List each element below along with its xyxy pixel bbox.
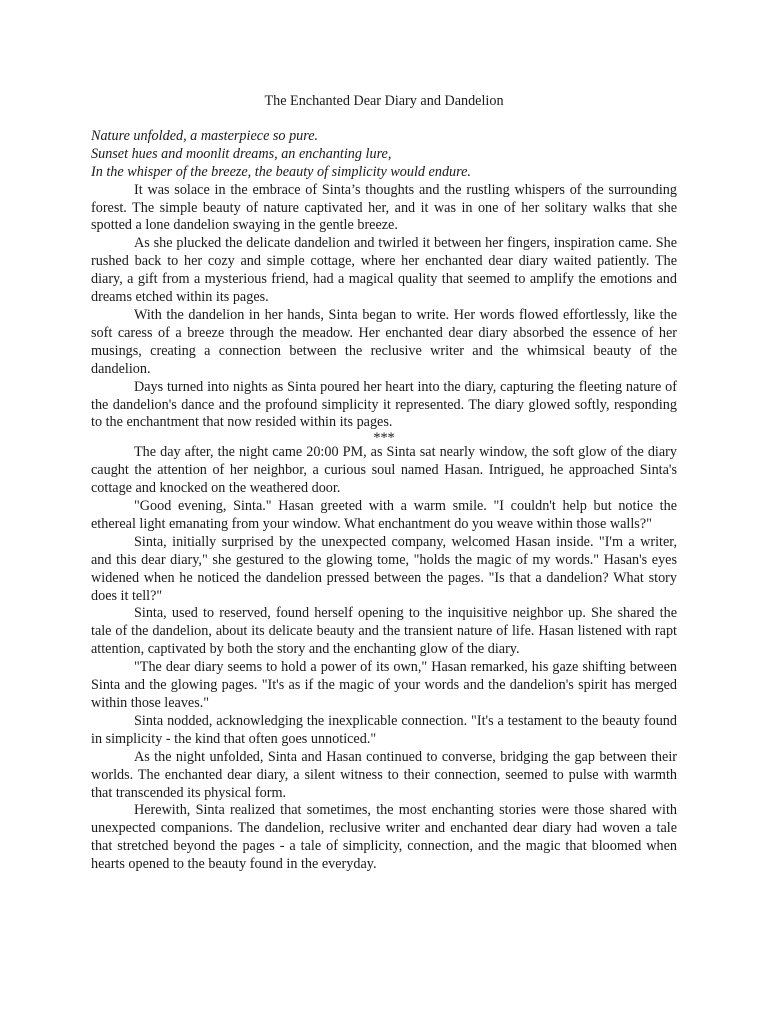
paragraph: Sinta, initially surprised by the unexpected company, welcomed Hasan inside. "I'm a writer, and this dear diary," she gestured to the glowing tome, "holds the magic of my words." Hasan's eyes widened when he noticed the dandelion pressed between the pages. "Is that a dandelion? What story does it tell?" bbox=[91, 533, 677, 604]
paragraph: Herewith, Sinta realized that sometimes, the most enchanting stories were those shared with unexpected companions. The dandelion, reclusive writer and enchanted dear diary had woven a tale that stretched beyond the pages - a tale of simplicity, connection, and the magic that bloomed when hearts opened to the beauty found in the everyday. bbox=[91, 802, 677, 873]
document-title: The Enchanted Dear Diary and Dandelion bbox=[264, 93, 504, 109]
paragraph: Days turned into nights as Sinta poured her heart into the diary, capturing the fleeting nature of the dandelion's dance and the profound simplicity it represented. The diary glowed softly, responding to the enchantment that now resided within its pages. bbox=[91, 378, 677, 431]
paragraph: "Good evening, Sinta." Hasan greeted with a warm smile. "I couldn't help but notice the ethereal light emanating from your window. What enchantment do you weave within those walls?" bbox=[91, 498, 677, 532]
document-page bbox=[91, 93, 677, 874]
poem-line: In the whisper of the breeze, the beauty of simplicity would endure. bbox=[91, 163, 471, 180]
paragraph: The day after, the night came 20:00 PM, as Sinta sat nearly window, the soft glow of the diary caught the attention of her neighbor, a curious soul named Hasan. Intrigued, he approached Sinta's cottage and knocked on the weathered door. bbox=[91, 444, 677, 497]
paragraph: Sinta, used to reserved, found herself opening to the inquisitive neighbor up. She shared the tale of the dandelion, about its delicate beauty and the transient nature of life. Hasan listened with rapt attention, captivated by both the story and the enchanting glow of the diary. bbox=[91, 605, 677, 658]
paragraph: Sinta nodded, acknowledging the inexplicable connection. "It's a testament to the beauty found in simplicity - the kind that often goes unnoticed." bbox=[91, 712, 677, 747]
poem-line: Nature unfolded, a masterpiece so pure. bbox=[91, 127, 319, 144]
opening-poem bbox=[91, 128, 677, 182]
section-separator: *** bbox=[373, 430, 395, 447]
paragraph: With the dandelion in her hands, Sinta began to write. Her words flowed effortlessly, like the soft caress of a breeze through the meadow. Her enchanted dear diary absorbed the essence of her musings, creating a connection between the reclusive writer and the whimsical beauty of the dandelion. bbox=[91, 306, 677, 377]
paragraph: As the night unfolded, Sinta and Hasan continued to converse, bridging the gap between their worlds. The enchanted dear diary, a silent witness to their connection, seemed to pulse with warmth that transcended its physical form. bbox=[91, 748, 677, 801]
paragraph: As she plucked the delicate dandelion and twirled it between her fingers, inspiration came. She rushed back to her cozy and simple cottage, where her enchanted dear diary waited patiently. The diary, a gift from a mysterious friend, had a magical quality that seemed to amplify the emotions and dreams etched within its pages. bbox=[91, 235, 677, 306]
poem-line: Sunset hues and moonlit dreams, an enchanting lure, bbox=[91, 145, 392, 162]
paragraph: It was solace in the embrace of Sinta’s thoughts and the rustling whispers of the surrounding forest. The simple beauty of nature captivated her, and it was in one of her solitary walks that she spotted a lone dandelion swaying in the gentle breeze. bbox=[91, 181, 677, 234]
paragraph: "The dear diary seems to hold a power of its own," Hasan remarked, his gaze shifting between Sinta and the glowing pages. "It's as if the magic of your words and the dandelion's spirit has merged within those leaves." bbox=[91, 659, 677, 711]
